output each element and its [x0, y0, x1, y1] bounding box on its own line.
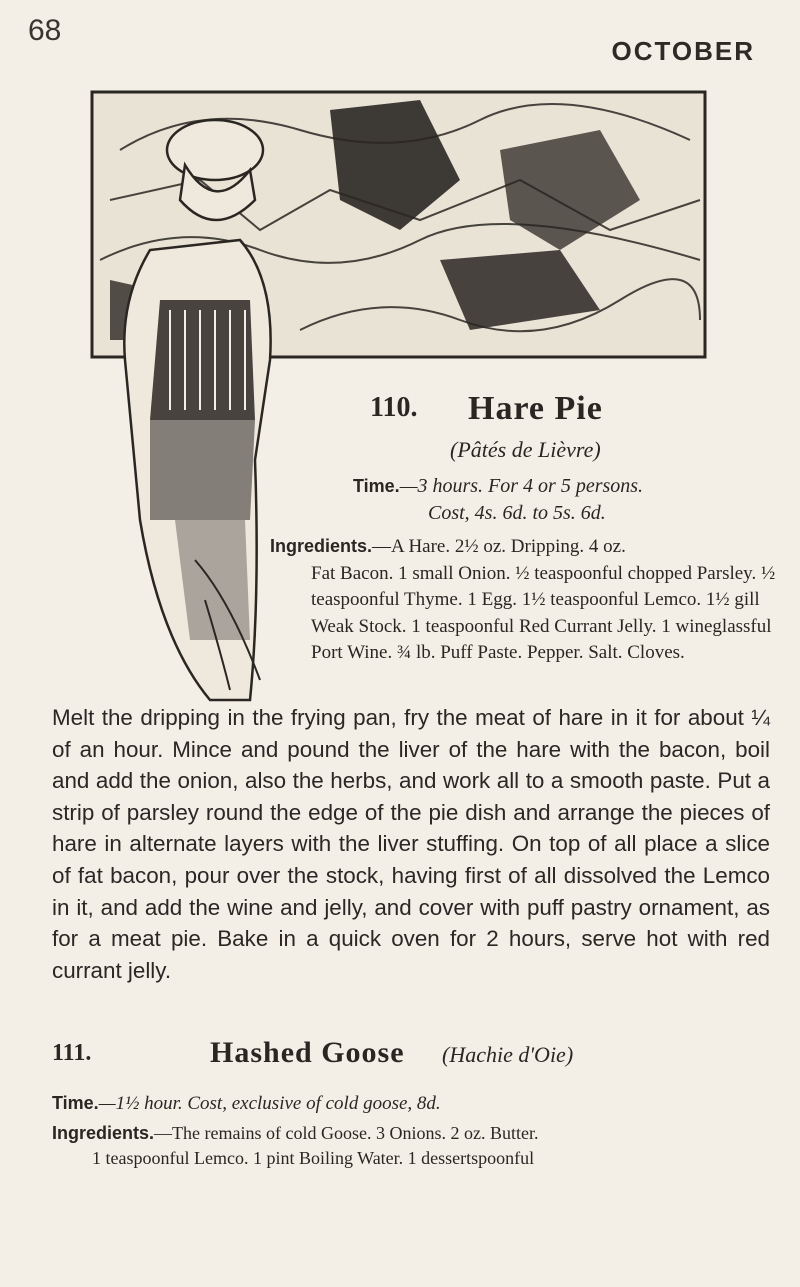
- ingredients-list: [52, 1121, 772, 1171]
- ingredients-first: —The remains of cold Goose. 3 Onions. 2 oz. Butter.: [154, 1123, 539, 1143]
- time-text: —3 hours. For 4 or 5 persons.: [399, 475, 644, 497]
- ingredients-label: Ingredients.: [270, 536, 373, 556]
- time-label: Time.: [52, 1093, 99, 1113]
- ingredients-first: —A Hare. 2½ oz. Dripping. 4 oz.: [372, 536, 626, 557]
- running-header-month: OCTOBER: [611, 36, 755, 66]
- recipe-number: 111.: [52, 1040, 92, 1066]
- recipe-cost: Cost, 4s. 6d. to 5s. 6d.: [428, 502, 606, 524]
- ingredients-rest: Fat Bacon. 1 small Onion. ½ teaspoonful chopped Parsley. ½ teaspoonful Thyme. 1 Egg. 1½ teaspoonful Lemco. 1½ gill Weak Stock. 1 teaspoonful Red Currant Jelly. 1 wineglassful Port Wine. ¾ lb. Puff Paste. Pepper. Salt. Cloves.: [311, 562, 776, 663]
- ingredients-rest: 1 teaspoonful Lemco. 1 pint Boiling Water. 1 dessertspoonful: [92, 1148, 535, 1168]
- recipe-time: [353, 475, 643, 498]
- time-label: Time.: [353, 476, 400, 496]
- recipe-number: 110.: [370, 392, 418, 423]
- recipe-time: [52, 1093, 441, 1115]
- recipe-title: Hare Pie: [468, 390, 603, 427]
- recipe-title: Hashed Goose: [210, 1036, 405, 1069]
- ingredients-list: [270, 533, 780, 667]
- recipe-subtitle: (Hachie d'Oie): [442, 1042, 574, 1067]
- ingredients-first-line: [270, 533, 780, 561]
- ingredients-label: Ingredients.: [52, 1123, 155, 1143]
- recipe-subtitle: (Pâtés de Lièvre): [450, 437, 601, 462]
- time-text: —1½ hour. Cost, exclusive of cold goose, 8d.: [98, 1093, 441, 1114]
- recipe-method: Melt the dripping in the frying pan, fry the meat of hare in it for about ¼ of an hour. Mince and pound the liver of the hare with the bacon, boil and add the onion, also the herbs, and work all to a smooth paste. Put a strip of parsley round the edge of the pie dish and arrange the pieces of hare in alternate layers with the liver stuffing. On top of all place a slice of fat bacon, pour over the stock, having first of all dissolved the Lemco in it, and add the wine and jelly, and cover with puff pastry ornament, as for a meat pie. Bake in a quick oven for 2 hours, serve hot with red currant jelly.: [52, 705, 770, 983]
- ingredients-first-line: [52, 1123, 538, 1143]
- page-number: 68: [28, 14, 62, 47]
